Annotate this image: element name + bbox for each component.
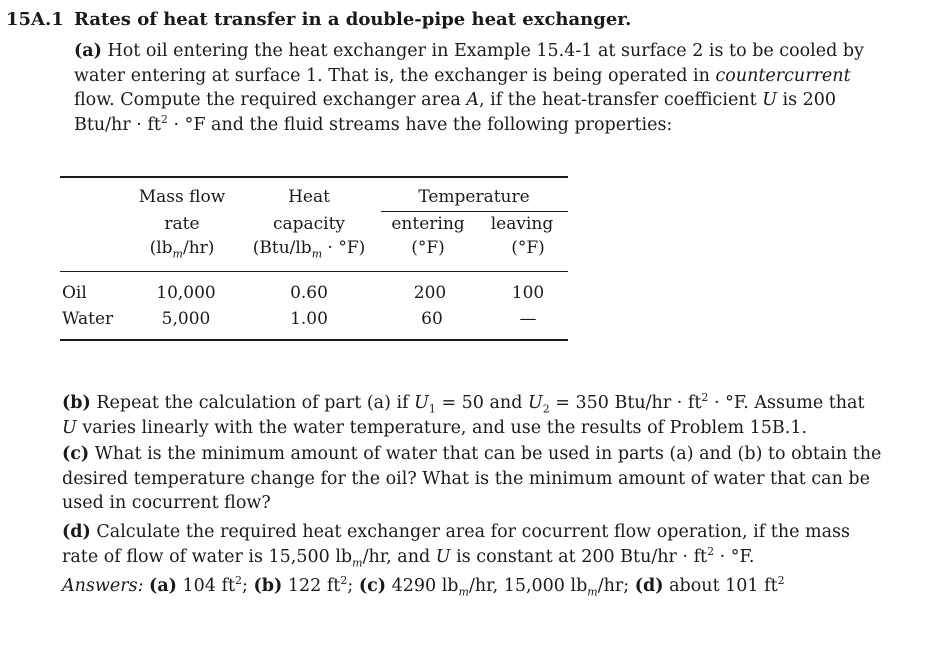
part-a-paragraph (74, 39, 884, 137)
part-a-var-u: U (762, 90, 777, 110)
header-temperature: Temperature (418, 187, 530, 207)
part-a-exponent: 2 (160, 112, 168, 126)
row-leaving-temp: 100 (511, 283, 545, 303)
part-a-text-1: Hot oil entering the heat exchanger in Example 15.4-1 at surface 2 is to be cooled by water entering at surface 1. That is, the exchanger is being operated in (74, 41, 864, 86)
part-d-label: (d) (62, 522, 91, 542)
answers-line: Answers: (a) 104 $ft^2$; (b) 122 $ft^2$; (c) 4290 $lb_m/hr$, 15,000 $lb_m/hr$; (d) about 101 $ft^2$ (62, 574, 785, 599)
header-leaving: leaving (490, 214, 554, 234)
header-mass-flow-line2: rate (164, 214, 200, 234)
part-a-text-3: , if the heat-transfer coefficient (478, 90, 757, 110)
part-c-paragraph (62, 442, 884, 516)
problem-title: Rates of heat transfer in a double-pipe heat exchanger. (74, 9, 632, 30)
part-b-label: (b) (62, 393, 91, 413)
problem-number: 15A.1 (6, 9, 64, 30)
row-fluid-name: Water (62, 309, 114, 329)
header-heat-capacity-unit: $(Btu/lb_m \cdot ^\circ F)$ (252, 238, 366, 261)
header-mass-flow-unit: $(lb_m/hr)$ (149, 238, 215, 261)
header-bottom-rule (60, 271, 568, 272)
row-entering-temp: 60 (421, 309, 443, 329)
header-mass-flow-line1: Mass flow (138, 187, 226, 207)
table-top-rule (60, 176, 568, 178)
part-a-var-area: A (466, 90, 479, 110)
row-entering-temp: 200 (413, 283, 447, 303)
row-heat-capacity: 0.60 (290, 283, 328, 303)
part-a-text-5: · °F and the fluid streams have the following properties: (167, 114, 673, 135)
row-heat-capacity: 1.00 (290, 309, 328, 329)
part-d-paragraph: (d) Calculate the required heat exchanger area for cocurrent flow operation, if the mass rate of flow of water is 15,500 $lb_m/hr$, and U is constant at 200 $Btu/hr \cdot ft^2 \cdot ^\circ F$. (62, 522, 851, 569)
answers-label: Answers: (62, 576, 144, 596)
row-mass-flow: 5,000 (161, 309, 211, 329)
part-a-text-4: is 200 Btu/hr · ft (74, 90, 837, 135)
part-b-paragraph: (b) Repeat the calculation of part (a) if $U_1 = 50$ and $U_2 = 350$ $Btu/hr \cdot ft^2 \cdot ^\circ F$. Assume that U varies linearly with the water temperature, and use the results of Problem 15B.1. (62, 391, 865, 438)
temperature-rule (381, 211, 568, 212)
row-leaving-temp: — (519, 309, 537, 329)
header-entering-unit: (°F) (411, 238, 445, 258)
row-fluid-name: Oil (62, 283, 87, 303)
part-a-text-2: flow. Compute the required exchanger area (74, 90, 461, 110)
header-heat-capacity-line1: Heat (288, 187, 330, 207)
table-bottom-rule (60, 339, 568, 341)
part-a-emphasis: countercurrent (715, 65, 851, 86)
part-a-label: (a) (74, 41, 102, 61)
header-leaving-unit: (°F) (511, 238, 545, 258)
header-entering: entering (391, 214, 465, 234)
header-heat-capacity-line2: capacity (272, 214, 346, 234)
part-c-text: What is the minimum amount of water that can be used in parts (a) and (b) to obtain the desired temperature change for the oil? What is the minimum amount of water that can be used in cocurrent flow? (62, 444, 882, 513)
part-c-label: (c) (62, 444, 90, 464)
row-mass-flow: 10,000 (156, 283, 216, 303)
